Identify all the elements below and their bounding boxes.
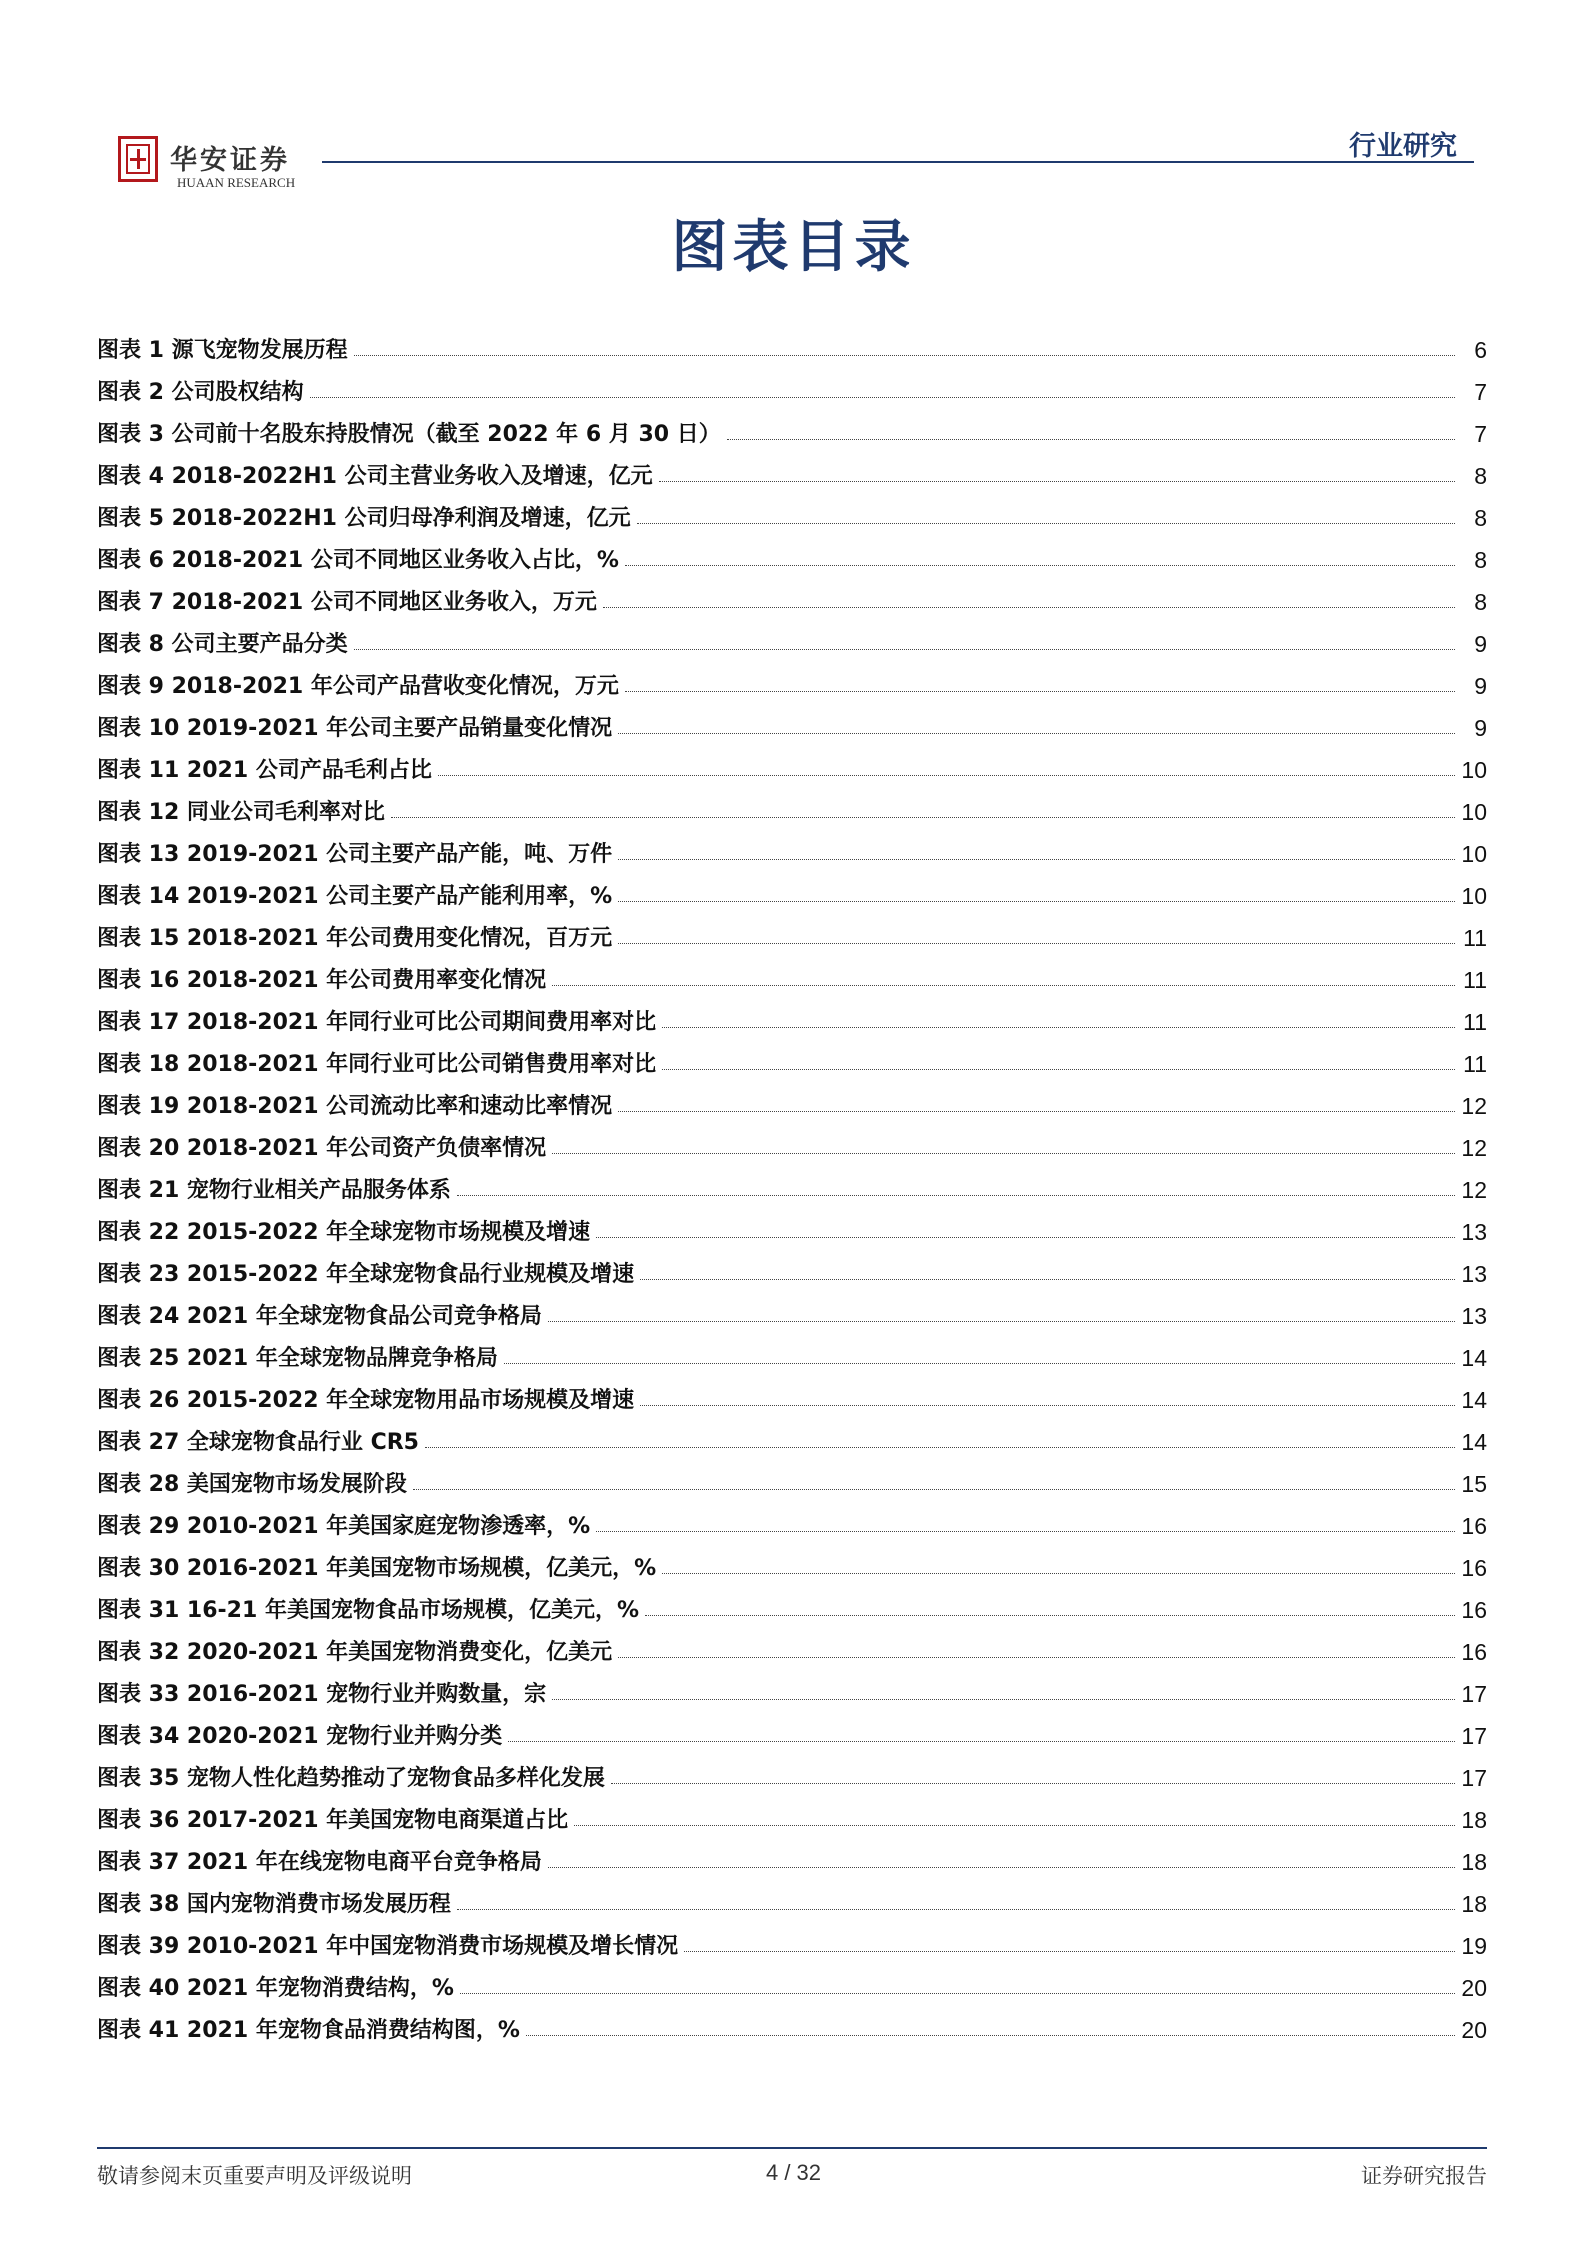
toc-dot-leader	[618, 900, 1455, 902]
toc-entry-page: 7	[1474, 379, 1487, 405]
toc-dot-leader	[625, 690, 1455, 692]
toc-entry-label: 图表 31 16-21 年美国宠物食品市场规模，亿美元，%	[97, 1598, 639, 1623]
toc-dot-leader	[457, 1194, 1455, 1196]
toc-dot-leader	[552, 984, 1455, 986]
toc-dot-leader	[618, 732, 1455, 734]
toc-entry-page: 20	[1461, 2017, 1487, 2043]
toc-entry[interactable]	[97, 700, 1487, 742]
toc-entry-page: 8	[1474, 547, 1487, 573]
toc-entry[interactable]	[97, 1288, 1487, 1330]
toc-entry[interactable]	[97, 448, 1487, 490]
report-category: 行业研究	[1349, 131, 1457, 162]
toc-entry[interactable]	[97, 1918, 1487, 1960]
toc-entry-label: 图表 39 2010-2021 年中国宠物消费市场规模及增长情况	[97, 1934, 679, 1959]
toc-entry-label: 图表 10 2019-2021 年公司主要产品销量变化情况	[97, 716, 613, 741]
toc-entry-page: 14	[1461, 1387, 1487, 1413]
toc-entry-page: 13	[1461, 1261, 1487, 1287]
page-indicator: 4 / 32	[765, 2160, 822, 2185]
footer-divider	[97, 2147, 1487, 2149]
toc-entry[interactable]	[97, 1372, 1487, 1414]
toc-entry[interactable]	[97, 826, 1487, 868]
toc-entry-page: 17	[1461, 1765, 1487, 1791]
toc-dot-leader	[552, 1698, 1455, 1700]
toc-entry-label: 图表 7 2018-2021 公司不同地区业务收入，万元	[97, 590, 597, 615]
toc-entry-page: 13	[1461, 1303, 1487, 1329]
toc-entry-page: 17	[1461, 1681, 1487, 1707]
toc-entry[interactable]	[97, 322, 1487, 364]
toc-entry-page: 9	[1474, 631, 1487, 657]
toc-dot-leader	[457, 1908, 1455, 1910]
toc-entry-label: 图表 33 2016-2021 宠物行业并购数量，宗	[97, 1682, 547, 1707]
toc-entry-page: 19	[1461, 1933, 1487, 1959]
page-title: 图表目录	[671, 215, 916, 280]
toc-entry-label: 图表 38 国内宠物消费市场发展历程	[97, 1892, 451, 1917]
toc-entry-page: 11	[1463, 925, 1487, 951]
toc-dot-leader	[618, 858, 1455, 860]
toc-entry-page: 16	[1461, 1597, 1487, 1623]
toc-entry[interactable]	[97, 910, 1487, 952]
toc-dot-leader	[640, 1278, 1455, 1280]
toc-entry[interactable]	[97, 1246, 1487, 1288]
toc-dot-leader	[662, 1026, 1455, 1028]
toc-entry-page: 17	[1461, 1723, 1487, 1749]
toc-entry-label: 图表 21 宠物行业相关产品服务体系	[97, 1178, 451, 1203]
toc-entry-label: 图表 40 2021 年宠物消费结构，%	[97, 1976, 454, 2001]
toc-entry-label: 图表 36 2017-2021 年美国宠物电商渠道占比	[97, 1808, 569, 1833]
toc-entry[interactable]	[97, 1792, 1487, 1834]
toc-entry[interactable]	[97, 1582, 1487, 1624]
toc-entry-page: 7	[1474, 421, 1487, 447]
toc-dot-leader	[548, 1866, 1455, 1868]
toc-entry-label: 图表 3 公司前十名股东持股情况（截至 2022 年 6 月 30 日）	[97, 422, 721, 447]
toc-entry-label: 图表 25 2021 年全球宠物品牌竞争格局	[97, 1346, 498, 1371]
toc-entry-page: 10	[1461, 799, 1487, 825]
toc-entry[interactable]	[97, 1960, 1487, 2002]
toc-entry-page: 8	[1474, 463, 1487, 489]
toc-entry-label: 图表 5 2018-2022H1 公司归母净利润及增速，亿元	[97, 506, 631, 531]
toc-dot-leader	[413, 1488, 1455, 1490]
toc-entry[interactable]	[97, 574, 1487, 616]
toc-entry-page: 20	[1461, 1975, 1487, 2001]
toc-dot-leader	[508, 1740, 1455, 1742]
figure-toc-list	[97, 322, 1487, 2044]
brand-name-en: HUAAN RESEARCH	[177, 175, 296, 190]
toc-dot-leader	[526, 2034, 1455, 2036]
toc-entry-label: 图表 2 公司股权结构	[97, 380, 304, 405]
toc-dot-leader	[659, 480, 1455, 482]
toc-entry-label: 图表 24 2021 年全球宠物食品公司竞争格局	[97, 1304, 542, 1329]
toc-entry-page: 16	[1461, 1639, 1487, 1665]
toc-dot-leader	[596, 1236, 1455, 1238]
toc-entry-label: 图表 23 2015-2022 年全球宠物食品行业规模及增速	[97, 1262, 635, 1287]
toc-entry-page: 14	[1461, 1429, 1487, 1455]
toc-entry[interactable]	[97, 1666, 1487, 1708]
huaan-seal-logo-icon	[118, 136, 158, 182]
toc-entry[interactable]	[97, 1456, 1487, 1498]
toc-entry-page: 14	[1461, 1345, 1487, 1371]
footer-doc-type: 证券研究报告	[1361, 2164, 1487, 2188]
toc-entry-label: 图表 19 2018-2021 公司流动比率和速动比率情况	[97, 1094, 613, 1119]
toc-entry-label: 图表 32 2020-2021 年美国宠物消费变化，亿美元	[97, 1640, 613, 1665]
toc-dot-leader	[354, 648, 1455, 650]
toc-entry-label: 图表 11 2021 公司产品毛利占比	[97, 758, 432, 783]
toc-entry-label: 图表 35 宠物人性化趋势推动了宠物食品多样化发展	[97, 1766, 605, 1791]
toc-entry[interactable]	[97, 658, 1487, 700]
toc-entry-label: 图表 12 同业公司毛利率对比	[97, 800, 385, 825]
toc-entry-page: 18	[1461, 1891, 1487, 1917]
toc-entry[interactable]	[97, 952, 1487, 994]
toc-entry-page: 12	[1461, 1177, 1487, 1203]
toc-entry[interactable]	[97, 1204, 1487, 1246]
toc-entry-label: 图表 4 2018-2022H1 公司主营业务收入及增速，亿元	[97, 464, 653, 489]
toc-entry[interactable]	[97, 1162, 1487, 1204]
toc-entry-page: 9	[1474, 673, 1487, 699]
toc-dot-leader	[625, 564, 1455, 566]
toc-entry-page: 18	[1461, 1807, 1487, 1833]
toc-entry[interactable]	[97, 1540, 1487, 1582]
toc-dot-leader	[611, 1782, 1455, 1784]
toc-entry-label: 图表 20 2018-2021 年公司资产负债率情况	[97, 1136, 547, 1161]
page-header	[0, 0, 1587, 200]
toc-entry-label: 图表 28 美国宠物市场发展阶段	[97, 1472, 407, 1497]
toc-entry-page: 11	[1463, 967, 1487, 993]
toc-entry[interactable]	[97, 784, 1487, 826]
toc-entry[interactable]	[97, 1036, 1487, 1078]
toc-entry[interactable]	[97, 1120, 1487, 1162]
toc-dot-leader	[574, 1824, 1455, 1826]
toc-entry[interactable]	[97, 1330, 1487, 1372]
toc-dot-leader	[354, 354, 1455, 356]
toc-entry-page: 13	[1461, 1219, 1487, 1245]
toc-entry-label: 图表 26 2015-2022 年全球宠物用品市场规模及增速	[97, 1388, 635, 1413]
toc-entry-page: 16	[1461, 1513, 1487, 1539]
toc-dot-leader	[662, 1068, 1455, 1070]
toc-entry-label: 图表 30 2016-2021 年美国宠物市场规模，亿美元，%	[97, 1556, 657, 1581]
toc-entry-label: 图表 27 全球宠物食品行业 CR5	[97, 1430, 419, 1455]
toc-entry[interactable]	[97, 868, 1487, 910]
toc-dot-leader	[662, 1572, 1455, 1574]
toc-entry[interactable]	[97, 616, 1487, 658]
header-divider	[322, 161, 1474, 163]
toc-entry-label: 图表 34 2020-2021 宠物行业并购分类	[97, 1724, 503, 1749]
toc-entry-label: 图表 6 2018-2021 公司不同地区业务收入占比，%	[97, 548, 619, 573]
toc-entry[interactable]	[97, 1078, 1487, 1120]
toc-entry[interactable]	[97, 490, 1487, 532]
toc-entry[interactable]	[97, 1876, 1487, 1918]
toc-entry[interactable]	[97, 1750, 1487, 1792]
toc-entry-label: 图表 29 2010-2021 年美国家庭宠物渗透率，%	[97, 1514, 591, 1539]
toc-dot-leader	[310, 396, 1455, 398]
toc-entry-label: 图表 41 2021 年宠物食品消费结构图，%	[97, 2018, 520, 2043]
toc-dot-leader	[618, 942, 1455, 944]
toc-entry-label: 图表 37 2021 年在线宠物电商平台竞争格局	[97, 1850, 542, 1875]
toc-entry-label: 图表 17 2018-2021 年同行业可比公司期间费用率对比	[97, 1010, 657, 1035]
toc-dot-leader	[460, 1992, 1455, 1994]
toc-entry-page: 8	[1474, 505, 1487, 531]
toc-entry[interactable]	[97, 994, 1487, 1036]
toc-entry[interactable]	[97, 1498, 1487, 1540]
toc-entry-page: 15	[1461, 1471, 1487, 1497]
toc-entry-page: 8	[1474, 589, 1487, 615]
toc-dot-leader	[425, 1446, 1455, 1448]
toc-entry[interactable]	[97, 364, 1487, 406]
toc-entry-label: 图表 8 公司主要产品分类	[97, 632, 348, 657]
toc-entry-label: 图表 16 2018-2021 年公司费用率变化情况	[97, 968, 547, 993]
toc-dot-leader	[596, 1530, 1455, 1532]
footer-disclaimer: 敬请参阅末页重要声明及评级说明	[97, 2164, 412, 2188]
toc-entry-page: 12	[1461, 1093, 1487, 1119]
toc-entry[interactable]	[97, 742, 1487, 784]
toc-dot-leader	[684, 1950, 1455, 1952]
toc-entry-page: 11	[1463, 1009, 1487, 1035]
toc-entry[interactable]	[97, 1414, 1487, 1456]
toc-dot-leader	[618, 1110, 1455, 1112]
toc-entry-page: 10	[1461, 883, 1487, 909]
toc-entry-label: 图表 22 2015-2022 年全球宠物市场规模及增速	[97, 1220, 591, 1245]
toc-dot-leader	[603, 606, 1455, 608]
toc-dot-leader	[438, 774, 1455, 776]
toc-dot-leader	[640, 1404, 1455, 1406]
toc-entry-label: 图表 15 2018-2021 年公司费用变化情况，百万元	[97, 926, 613, 951]
toc-dot-leader	[637, 522, 1455, 524]
toc-entry[interactable]	[97, 406, 1487, 448]
toc-dot-leader	[548, 1320, 1455, 1322]
toc-entry-label: 图表 1 源飞宠物发展历程	[97, 338, 348, 363]
toc-entry-label: 图表 9 2018-2021 年公司产品营收变化情况，万元	[97, 674, 619, 699]
toc-dot-leader	[391, 816, 1455, 818]
toc-entry-page: 10	[1461, 757, 1487, 783]
toc-entry-label: 图表 18 2018-2021 年同行业可比公司销售费用率对比	[97, 1052, 657, 1077]
toc-entry[interactable]	[97, 1834, 1487, 1876]
toc-entry-page: 16	[1461, 1555, 1487, 1581]
toc-entry-label: 图表 13 2019-2021 公司主要产品产能，吨、万件	[97, 842, 613, 867]
toc-entry[interactable]	[97, 532, 1487, 574]
toc-entry-page: 6	[1474, 337, 1487, 363]
toc-entry-page: 10	[1461, 841, 1487, 867]
toc-entry-label: 图表 14 2019-2021 公司主要产品产能利用率，%	[97, 884, 613, 909]
brand-name-cn: 华安证券	[170, 145, 290, 176]
toc-entry[interactable]	[97, 1708, 1487, 1750]
toc-entry-page: 9	[1474, 715, 1487, 741]
toc-dot-leader	[504, 1362, 1455, 1364]
toc-entry[interactable]	[97, 1624, 1487, 1666]
toc-entry-page: 11	[1463, 1051, 1487, 1077]
toc-dot-leader	[645, 1614, 1455, 1616]
toc-entry-page: 12	[1461, 1135, 1487, 1161]
toc-entry-page: 18	[1461, 1849, 1487, 1875]
toc-dot-leader	[552, 1152, 1455, 1154]
toc-dot-leader	[727, 438, 1455, 440]
toc-entry[interactable]	[97, 2002, 1487, 2044]
toc-dot-leader	[618, 1656, 1455, 1658]
